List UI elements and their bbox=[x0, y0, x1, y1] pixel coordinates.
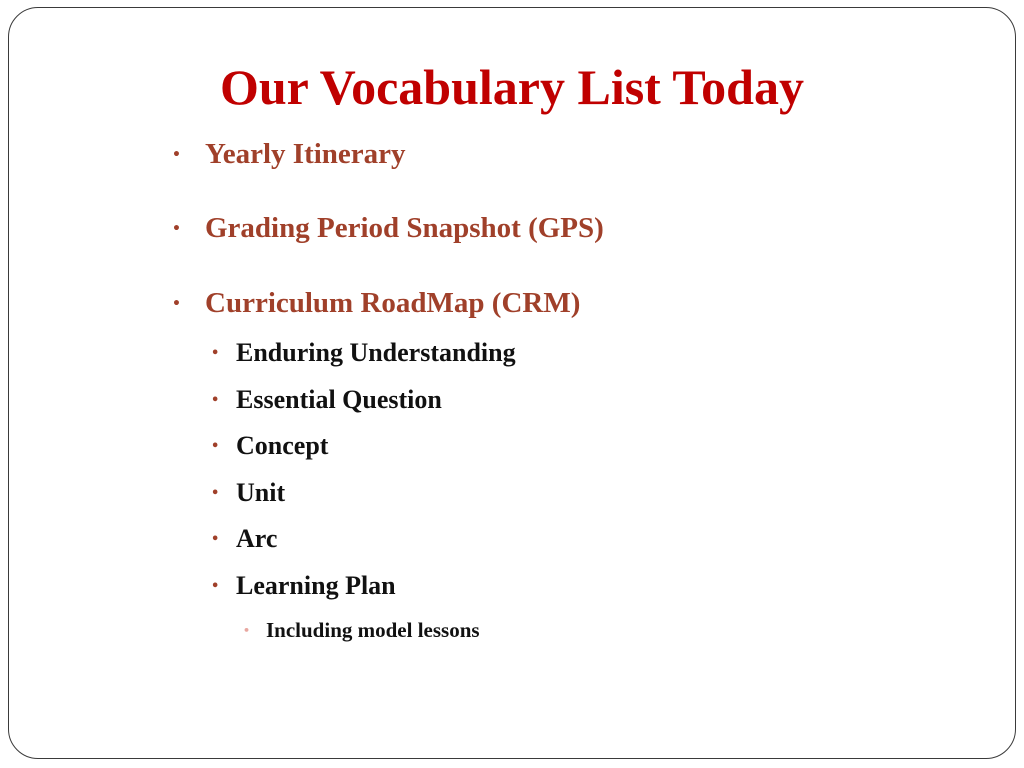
bullet-item-label: Essential Question bbox=[236, 385, 442, 414]
bullet-dot-icon: • bbox=[172, 221, 181, 237]
sub-bullet-arc bbox=[211, 524, 278, 554]
bullet-dot-icon: • bbox=[211, 439, 220, 454]
bullet-dot-icon: • bbox=[211, 486, 220, 501]
bullet-item-label: Arc bbox=[236, 524, 278, 553]
sub-bullet-enduring-understanding bbox=[211, 338, 516, 368]
sub-sub-bullet-including-model-lessons bbox=[243, 618, 480, 643]
bullet-item-label: Learning Plan bbox=[236, 571, 396, 600]
bullet-dot-icon: • bbox=[172, 296, 181, 312]
bullet-item-curriculum-roadmap bbox=[172, 287, 581, 320]
bullet-dot-icon: • bbox=[172, 147, 181, 163]
sub-bullet-learning-plan bbox=[211, 571, 396, 601]
bullet-item-grading-period-snapshot bbox=[172, 212, 604, 245]
bullet-dot-icon: • bbox=[211, 532, 220, 547]
slide-frame bbox=[8, 7, 1016, 759]
bullet-item-label: Yearly Itinerary bbox=[205, 138, 406, 170]
bullet-dot-icon: • bbox=[211, 346, 220, 361]
bullet-item-label: Unit bbox=[236, 478, 286, 507]
bullet-item-label: Enduring Understanding bbox=[236, 338, 516, 367]
sub-bullet-concept bbox=[211, 431, 329, 461]
bullet-item-yearly-itinerary bbox=[172, 138, 406, 171]
slide-title: Our Vocabulary List Today bbox=[219, 59, 804, 115]
bullet-item-label: Grading Period Snapshot (GPS) bbox=[205, 212, 604, 244]
bullet-item-label: Concept bbox=[236, 431, 329, 460]
bullet-dot-icon: • bbox=[243, 624, 251, 637]
sub-bullet-essential-question bbox=[211, 385, 442, 415]
sub-bullet-unit bbox=[211, 478, 286, 508]
bullet-item-label: Including model lessons bbox=[266, 618, 480, 642]
bullet-item-label: Curriculum RoadMap (CRM) bbox=[205, 287, 581, 319]
bullet-dot-icon: • bbox=[211, 393, 220, 408]
bullet-dot-icon: • bbox=[211, 579, 220, 594]
